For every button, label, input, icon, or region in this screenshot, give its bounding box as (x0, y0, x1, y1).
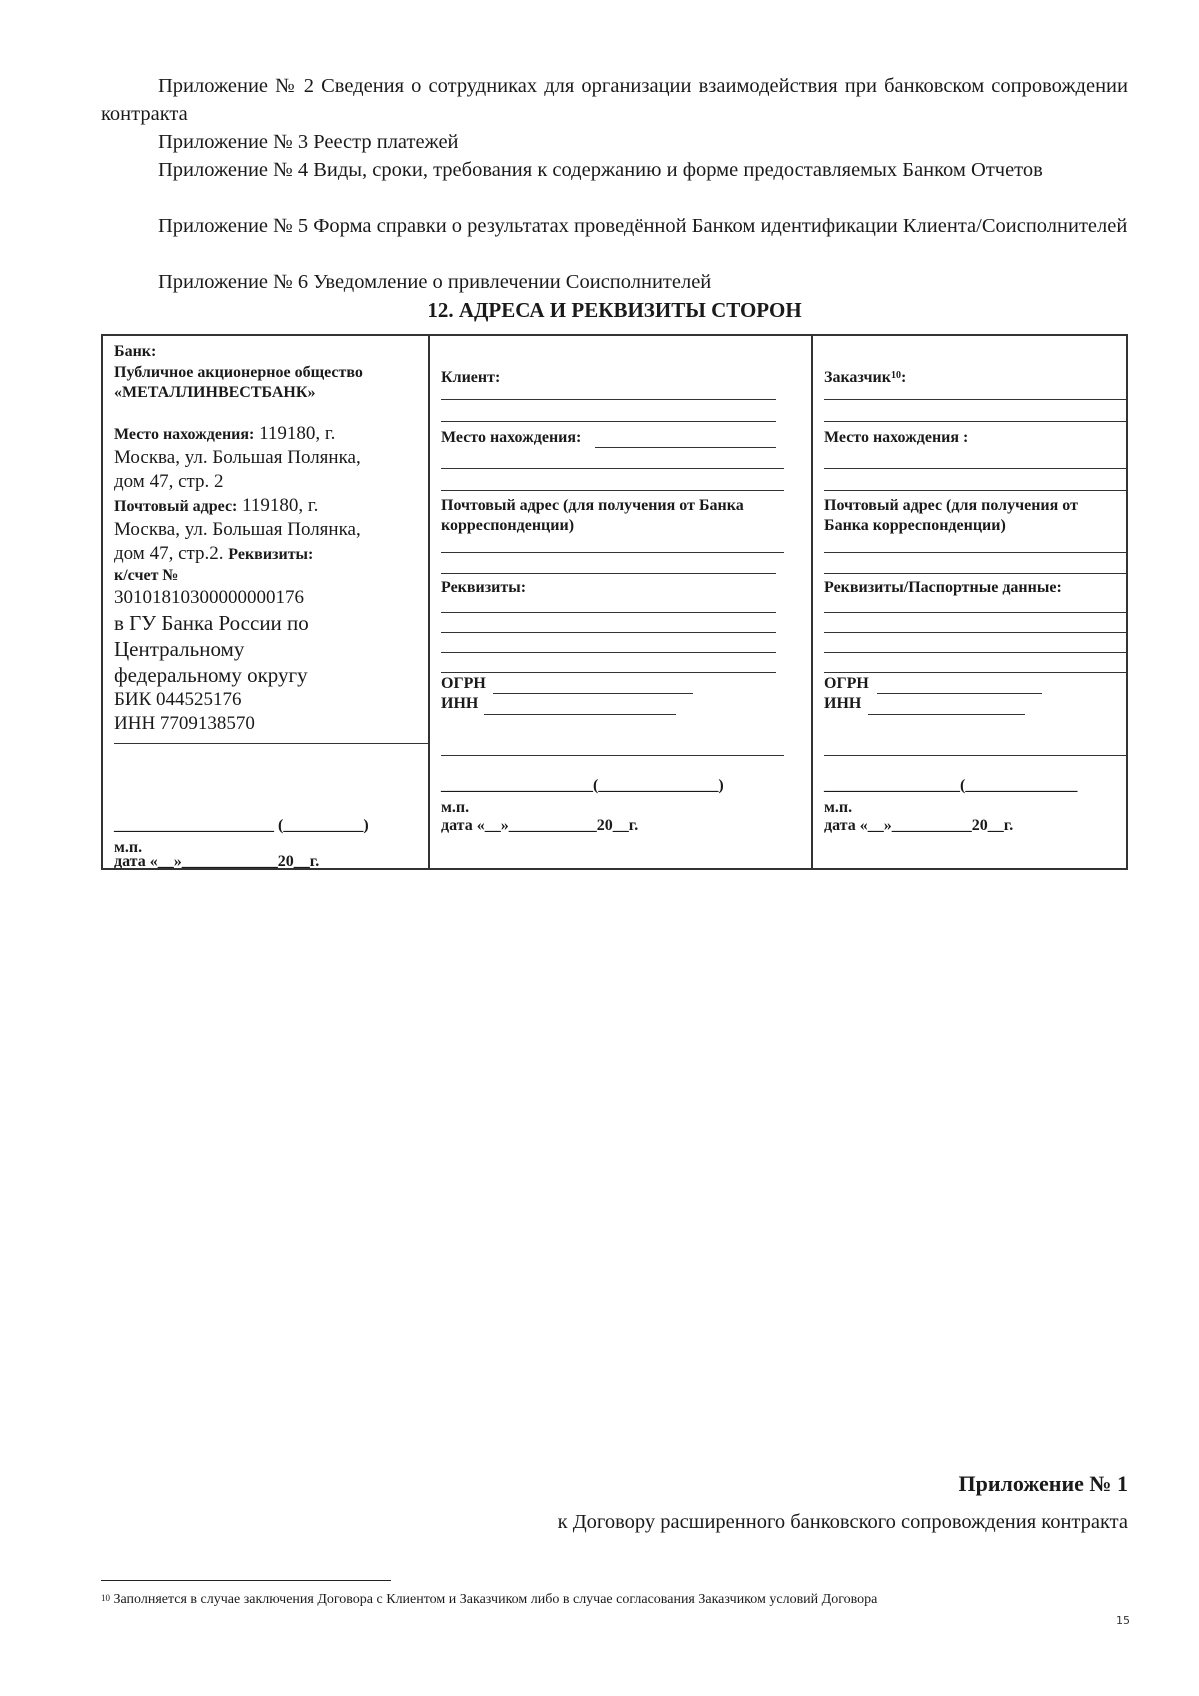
appendix-1-title: Приложение № 1 (958, 1471, 1128, 1496)
client-requisites-label: Реквизиты: (441, 579, 527, 596)
footnote (101, 1591, 877, 1609)
customer-requisites-field-4[interactable] (824, 672, 1128, 673)
client-ogrn-field[interactable] (493, 693, 693, 694)
client-inn-label: ИНН (441, 695, 479, 712)
client-location-label: Место нахождения: (441, 429, 582, 446)
customer-name-field[interactable] (824, 399, 1128, 400)
client-name-field[interactable] (441, 399, 776, 400)
bank-account-label: к/счет № (114, 567, 179, 584)
customer-postal-label-1: Почтовый адрес (для получения от (824, 497, 1078, 514)
parties-table (101, 334, 1128, 870)
bank-label: Банк: (114, 343, 157, 360)
bank-inn: ИНН 7709138570 (114, 713, 255, 734)
bank-signature-line[interactable]: ____________________ (__________) (114, 817, 369, 834)
customer-name-field-2[interactable] (824, 421, 1128, 422)
bank-blank-line (114, 743, 428, 744)
client-postal-field-2[interactable] (441, 573, 776, 574)
client-postal-label-1: Почтовый адрес (для получения от Банка (441, 497, 744, 514)
customer-date-line[interactable]: дата «__»__________20__г. (824, 817, 1014, 834)
customer-postal-field[interactable] (824, 552, 1128, 553)
section-title: 12. АДРЕСА И РЕКВИЗИТЫ СТОРОН (427, 298, 802, 322)
appendix-item-2 (101, 72, 1128, 128)
appendix-item-3-text: Приложение № 3 Реестр платежей (158, 131, 459, 153)
customer-requisites-field-3[interactable] (824, 652, 1128, 653)
footnote-ref[interactable]: 10 (891, 370, 901, 381)
column-divider (811, 336, 813, 868)
client-postal-field[interactable] (441, 552, 784, 553)
bank-postal-line1 (114, 494, 318, 518)
client-stamp-label: м.п. (441, 799, 470, 816)
client-signatory-field[interactable] (441, 755, 784, 756)
customer-label-suffix: : (901, 369, 907, 386)
customer-postal-field-2[interactable] (824, 573, 1128, 574)
bank-name-line1: Публичное акционерное общество (114, 364, 363, 381)
client-requisites-field-4[interactable] (441, 672, 776, 673)
customer-signatory-field[interactable] (824, 755, 1128, 756)
bank-postal-line2: Москва, ул. Большая Полянка, (114, 519, 361, 540)
page-number: 15 (1116, 1614, 1130, 1627)
client-ogrn-label: ОГРН (441, 675, 486, 692)
appendix-item-3 (101, 128, 1128, 156)
bank-branch-line1: в ГУ Банка России по (114, 611, 309, 635)
footnote-text: Заполняется в случае заключения Договора с Клиентом и Заказчиком либо в случае согласования Заказчиком условий Договора (110, 1592, 878, 1607)
customer-ogrn-label: ОГРН (824, 675, 869, 692)
customer-requisites-field-2[interactable] (824, 632, 1128, 633)
appendix-item-2-text: Приложение № 2 Сведения о сотрудниках для организации взаимодействия при банковском сопровождении контракта (101, 75, 1128, 125)
bank-account-number: 30101810300000000176 (114, 587, 304, 608)
appendix-item-5-text: Приложение № 5 Форма справки о результатах проведённой Банком идентификации Клиента/Соисполнителей (158, 215, 1128, 237)
footnote-separator (101, 1580, 391, 1581)
client-location-field-2[interactable] (441, 468, 784, 469)
customer-inn-field[interactable] (868, 714, 1025, 715)
customer-label-text: Заказчик (824, 369, 891, 386)
customer-location-label: Место нахождения : (824, 429, 969, 446)
customer-location-field[interactable] (824, 468, 1128, 469)
bank-postal-line3 (114, 542, 313, 566)
client-location-field-3[interactable] (441, 490, 784, 491)
client-postal-label-2: корреспонденции) (441, 517, 575, 534)
bank-stamp-label: м.п. (114, 839, 143, 856)
client-requisites-field-1[interactable] (441, 612, 776, 613)
client-requisites-field-2[interactable] (441, 632, 776, 633)
customer-label (824, 368, 906, 388)
appendix-item-4 (101, 156, 1128, 184)
bank-location-line3: дом 47, стр. 2 (114, 471, 224, 492)
customer-postal-label-2: Банка корреспонденции) (824, 517, 1006, 534)
customer-location-field-2[interactable] (824, 490, 1128, 491)
client-inn-field[interactable] (484, 714, 676, 715)
client-date-line[interactable]: дата «__»___________20__г. (441, 817, 639, 834)
appendix-item-6-text: Приложение № 6 Уведомление о привлечении Соисполнителей (158, 271, 712, 293)
bank-location-line2: Москва, ул. Большая Полянка, (114, 447, 361, 468)
customer-inn-label: ИНН (824, 695, 862, 712)
footnote-number: 10 (101, 1593, 110, 1603)
appendix-item-4-text: Приложение № 4 Виды, сроки, требования к содержанию и форме предоставляемых Банком Отчетов (158, 159, 1043, 181)
client-signature-line[interactable]: ___________________(_______________) (441, 777, 724, 794)
bank-postal-value-3: дом 47, стр.2. (114, 543, 229, 564)
bank-location-label: Место нахождения: (114, 426, 255, 443)
bank-requisites-label: Реквизиты: (228, 546, 314, 563)
appendix-item-5 (101, 212, 1128, 240)
client-label: Клиент: (441, 369, 501, 386)
appendix-1-subtitle: к Договору расширенного банковского сопровождения контракта (557, 1511, 1128, 1533)
appendix-item-6 (101, 268, 1128, 296)
bank-branch-line2: Центральному (114, 637, 245, 661)
client-name-field-2[interactable] (441, 421, 776, 422)
client-location-field[interactable] (595, 447, 776, 448)
bank-location-value: 119180, г. (254, 423, 336, 444)
customer-signature-line[interactable]: _________________(______________ (824, 777, 1078, 794)
column-divider (428, 336, 430, 868)
bank-location-line1 (114, 422, 335, 446)
bank-postal-label: Почтовый адрес: (114, 498, 238, 515)
client-requisites-field-3[interactable] (441, 652, 776, 653)
bank-name-line2: «МЕТАЛЛИНВЕСТБАНК» (114, 384, 316, 401)
bank-branch-line3: федеральному округу (114, 663, 308, 687)
bank-date-line[interactable]: дата «__»____________20__г. (114, 853, 320, 870)
bank-postal-value: 119180, г. (237, 495, 319, 516)
customer-ogrn-field[interactable] (877, 693, 1042, 694)
bank-bik: БИК 044525176 (114, 689, 242, 710)
customer-requisites-field-1[interactable] (824, 612, 1128, 613)
customer-stamp-label: м.п. (824, 799, 853, 816)
customer-requisites-label: Реквизиты/Паспортные данные: (824, 579, 1062, 596)
